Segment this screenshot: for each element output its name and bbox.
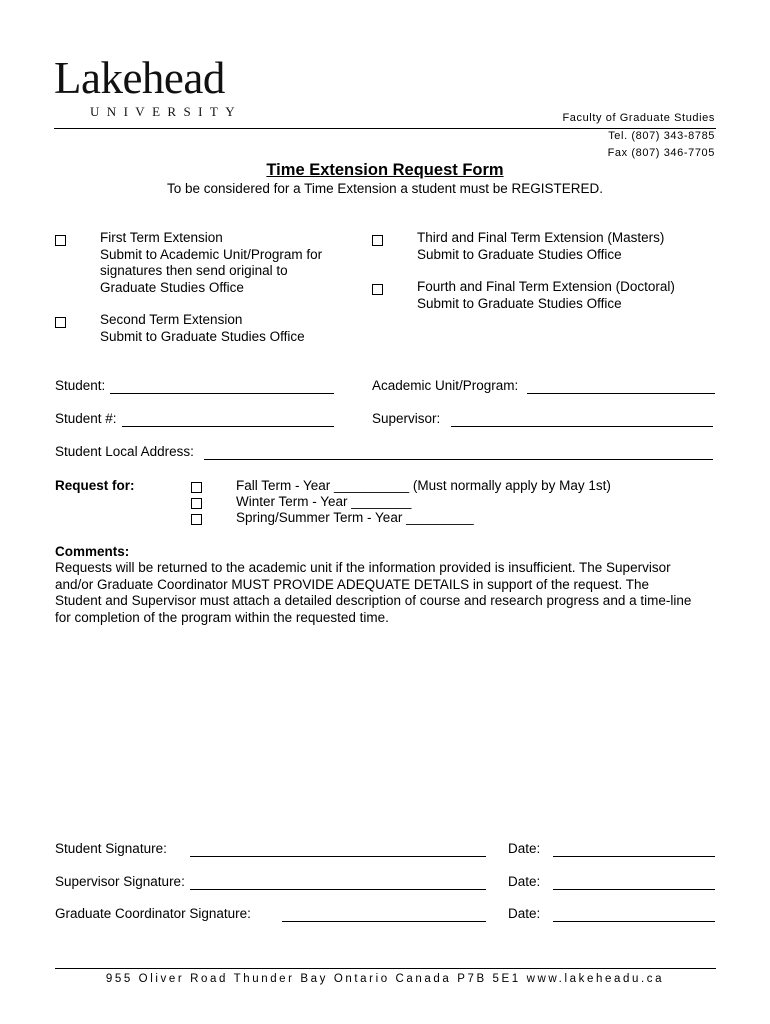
footer-rule <box>55 968 716 969</box>
first-term-option: First Term Extension Submit to Academic Unit/Program for signatures then send original to Graduate Studies Office <box>100 230 323 295</box>
fall-term-checkbox[interactable] <box>191 482 202 493</box>
student-date-input[interactable] <box>553 856 715 857</box>
header-rule <box>54 128 716 129</box>
student-signature-input[interactable] <box>190 856 486 857</box>
student-number-input[interactable] <box>122 426 334 427</box>
academic-unit-input[interactable] <box>527 393 715 394</box>
comments-text: Requests will be returned to the academic unit if the information provided is insufficient. The Supervisor and/or Graduate Coordinator MUST PROVIDE ADEQUATE DETAILS in support of the request. The Student and Supervisor must attach a detailed description of course and research progress and a time-line for completion of the program within the requested time. <box>55 560 692 625</box>
supervisor-label: Supervisor: <box>372 411 441 426</box>
fourth-term-option: Fourth and Final Term Extension (Doctoral) Submit to Graduate Studies Office <box>417 279 675 311</box>
supervisor-date-label: Date: <box>508 874 541 889</box>
fax: Fax (807) 346-7705 <box>607 147 715 159</box>
telephone: Tel. (807) 343-8785 <box>608 130 715 142</box>
fall-term-option: Fall Term - Year __________ (Must normally apply by May 1st) <box>236 478 611 493</box>
supervisor-signature-label: Supervisor Signature: <box>55 874 185 889</box>
form-subtitle: To be considered for a Time Extension a student must be REGISTERED. <box>167 181 603 196</box>
spring-term-option: Spring/Summer Term - Year _________ <box>236 510 474 525</box>
winter-term-checkbox[interactable] <box>191 498 202 509</box>
faculty-name: Faculty of Graduate Studies <box>562 112 715 124</box>
winter-term-option: Winter Term - Year ________ <box>236 494 412 509</box>
first-term-checkbox[interactable] <box>55 235 66 246</box>
student-label: Student: <box>55 378 106 393</box>
second-term-option: Second Term Extension Submit to Graduate Studies Office <box>100 312 305 344</box>
student-number-label: Student #: <box>55 411 117 426</box>
coordinator-signature-input[interactable] <box>282 921 486 922</box>
third-term-checkbox[interactable] <box>372 235 383 246</box>
supervisor-signature-input[interactable] <box>190 889 486 890</box>
third-term-option: Third and Final Term Extension (Masters) Submit to Graduate Studies Office <box>417 230 665 262</box>
logo-wordmark: Lakehead <box>54 53 225 103</box>
comments-label: Comments: <box>55 544 130 559</box>
second-term-checkbox[interactable] <box>55 317 66 328</box>
supervisor-date-input[interactable] <box>553 889 715 890</box>
footer-address: 955 Oliver Road Thunder Bay Ontario Canada P7B 5E1 www.lakeheadu.ca <box>105 973 665 985</box>
student-input[interactable] <box>110 393 334 394</box>
coordinator-date-input[interactable] <box>553 921 715 922</box>
request-for-label: Request for: <box>55 478 135 493</box>
student-signature-label: Student Signature: <box>55 841 167 856</box>
academic-unit-label: Academic Unit/Program: <box>372 378 519 393</box>
spring-term-checkbox[interactable] <box>191 514 202 525</box>
coordinator-date-label: Date: <box>508 906 541 921</box>
logo-subtitle: UNIVERSITY <box>90 104 242 119</box>
supervisor-input[interactable] <box>451 426 713 427</box>
local-address-input[interactable] <box>204 459 713 460</box>
student-date-label: Date: <box>508 841 541 856</box>
fourth-term-checkbox[interactable] <box>372 284 383 295</box>
coordinator-signature-label: Graduate Coordinator Signature: <box>55 906 251 921</box>
local-address-label: Student Local Address: <box>55 444 194 459</box>
form-title: Time Extension Request Form <box>266 161 504 179</box>
